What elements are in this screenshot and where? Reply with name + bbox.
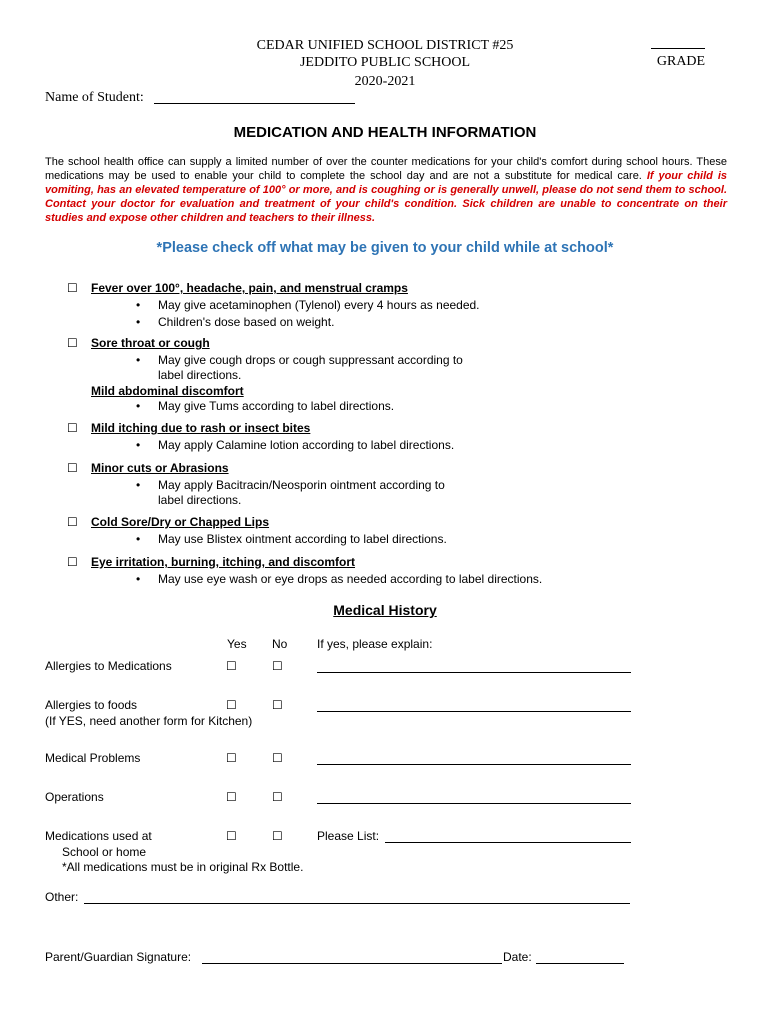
column-explain: If yes, please explain: — [317, 637, 433, 651]
grade-label: GRADE — [656, 54, 706, 69]
bullet-icon: • — [136, 298, 141, 312]
checkbox-sore-throat[interactable]: ☐ — [67, 336, 78, 350]
district-name: CEDAR UNIFIED SCHOOL DISTRICT #25 — [256, 38, 514, 53]
bullet-icon: • — [136, 438, 141, 452]
explain-field-med-allergies[interactable] — [317, 671, 631, 673]
list-item: • May use eye wash or eye drops as needed according to label directions. — [136, 572, 543, 586]
page-title: MEDICATION AND HEALTH INFORMATION — [233, 124, 537, 141]
item-title-itching: Mild itching due to rash or insect bites — [91, 421, 311, 435]
student-name-label: Name of Student: — [45, 90, 144, 105]
bullet-icon: • — [136, 572, 141, 586]
history-label-medical-problems: Medical Problems — [45, 751, 141, 765]
checkbox-itching[interactable]: ☐ — [67, 421, 78, 435]
student-name-field[interactable] — [154, 103, 355, 104]
checkbox-no-food-allergies[interactable]: ☐ — [272, 698, 283, 712]
signature-field[interactable] — [202, 962, 502, 964]
medical-history-title: Medical History — [333, 602, 437, 618]
history-label-food-allergies: Allergies to foods — [45, 698, 138, 712]
list-item: • May give acetaminophen (Tylenol) every 4 hours as needed. — [136, 298, 480, 312]
item-title-eye: Eye irritation, burning, itching, and discomfort — [91, 555, 356, 569]
other-label: Other: — [45, 890, 79, 904]
signature-label: Parent/Guardian Signature: — [45, 950, 192, 964]
history-note-medications-used: *All medications must be in original Rx Bottle. — [62, 860, 304, 874]
history-label-med-allergies: Allergies to Medications — [45, 659, 172, 673]
explain-field-medical-problems[interactable] — [317, 763, 631, 765]
date-label: Date: — [503, 950, 532, 964]
checkbox-no-medications-used[interactable]: ☐ — [272, 829, 283, 843]
history-note-food-allergies: (If YES, need another form for Kitchen) — [45, 714, 253, 728]
list-item: • May give Tums according to label directions. — [136, 399, 395, 413]
checkbox-no-operations[interactable]: ☐ — [272, 790, 283, 804]
checkbox-yes-food-allergies[interactable]: ☐ — [226, 698, 237, 712]
checkbox-yes-medical-problems[interactable]: ☐ — [226, 751, 237, 765]
item-subtitle-abdominal: Mild abdominal discomfort — [91, 384, 244, 398]
checkbox-yes-medications-used[interactable]: ☐ — [226, 829, 237, 843]
item-title-sore-throat: Sore throat or cough — [91, 336, 210, 350]
bullet-icon: • — [136, 315, 141, 329]
list-item: • May apply Bacitracin/Neosporin ointment according to label directions. — [136, 478, 445, 507]
bullet-icon: • — [136, 478, 141, 492]
bullet-icon: • — [136, 353, 141, 367]
grade-field[interactable] — [651, 38, 705, 49]
intro-warning: If your child is vomiting, has an elevated temperature of 100° or more, and is coughing or is generally unwell, please do not send them to school. Contact your doctor for evaluation and treatment of your child's condition. Sick children are unable to concentrate on their studies and expose other children and teachers to their illness. — [45, 170, 727, 224]
list-item: • May give cough drops or cough suppressant according to label directions. — [136, 353, 463, 382]
school-name: JEDDITO PUBLIC SCHOOL — [299, 55, 471, 70]
checkbox-fever[interactable]: ☐ — [67, 281, 78, 295]
list-item: • May use Blistex ointment according to label directions. — [136, 532, 447, 546]
intro-text: The school health office can supply a limited number of over the counter medications for your child's comfort during school hours. These medications may be used to enable your child to complete the school day and are not a substitute for medical care. — [45, 156, 727, 182]
checkbox-yes-med-allergies[interactable]: ☐ — [226, 659, 237, 673]
check-instruction: *Please check off what may be given to your child while at school* — [156, 240, 614, 256]
history-label-medications-used: Medications used at — [45, 829, 152, 843]
please-list-label: Please List: — [317, 829, 380, 843]
other-field[interactable] — [84, 902, 630, 904]
checkbox-eye[interactable]: ☐ — [67, 555, 78, 569]
checkbox-yes-operations[interactable]: ☐ — [226, 790, 237, 804]
explain-field-food-allergies[interactable] — [317, 710, 631, 712]
please-list-field[interactable] — [385, 841, 631, 843]
history-label2-medications-used: School or home — [62, 845, 147, 859]
intro-paragraph — [45, 155, 727, 225]
item-title-cuts: Minor cuts or Abrasions — [91, 461, 229, 475]
column-no: No — [272, 637, 288, 651]
list-item: • Children's dose based on weight. — [136, 315, 335, 329]
checkbox-no-med-allergies[interactable]: ☐ — [272, 659, 283, 673]
date-field[interactable] — [536, 962, 624, 964]
checkbox-no-medical-problems[interactable]: ☐ — [272, 751, 283, 765]
school-year: 2020-2021 — [354, 74, 416, 89]
explain-field-operations[interactable] — [317, 802, 631, 804]
checkbox-lips[interactable]: ☐ — [67, 515, 78, 529]
column-yes: Yes — [227, 637, 247, 651]
checkbox-cuts[interactable]: ☐ — [67, 461, 78, 475]
item-title-fever: Fever over 100°, headache, pain, and menstrual cramps — [91, 281, 408, 295]
history-label-operations: Operations — [45, 790, 104, 804]
item-title-lips: Cold Sore/Dry or Chapped Lips — [91, 515, 270, 529]
list-item: • May apply Calamine lotion according to label directions. — [136, 438, 455, 452]
bullet-icon: • — [136, 399, 141, 413]
bullet-icon: • — [136, 532, 141, 546]
